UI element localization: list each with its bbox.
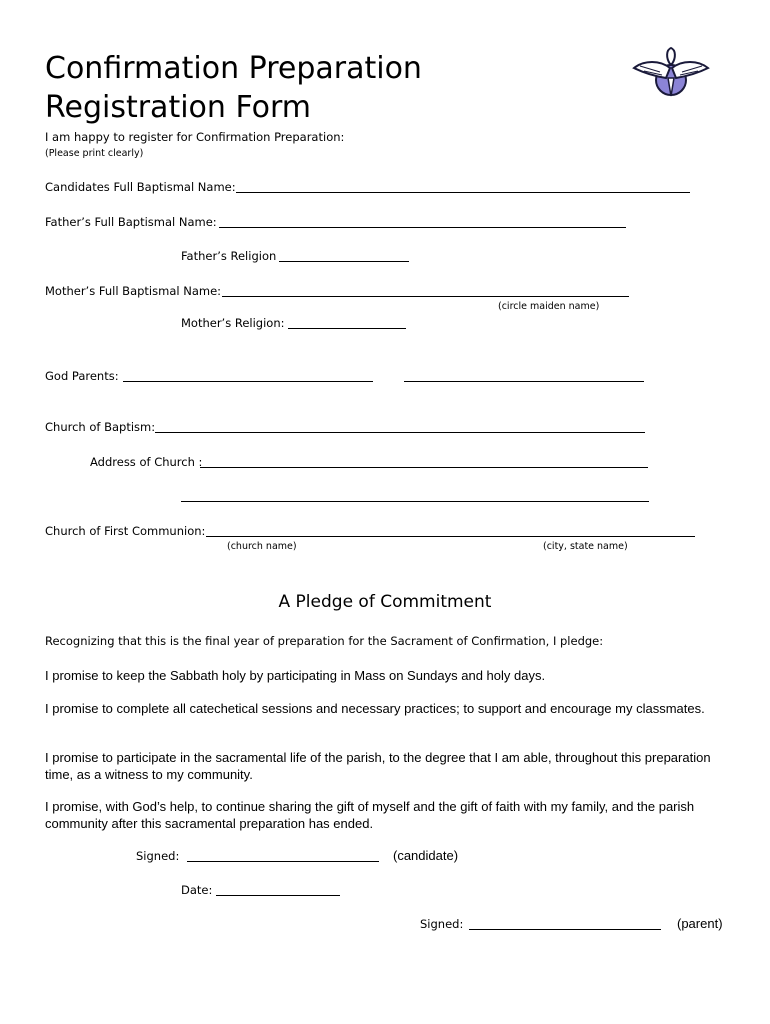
pledge-paragraph-1: I promise to keep the Sabbath holy by participating in Mass on Sundays and holy days. [45,668,546,683]
pledge-paragraph-4: I promise, with God’s help, to continue sharing the gift of myself and the gift of faith with my family, and the parish community after this sacramental preparation has ended. [45,799,695,831]
pledge-intro: Recognizing that this is the final year of preparation for the Sacrament of Confirmation, I pledge: [45,634,604,648]
first-communion-field[interactable] [206,536,695,537]
candidate-name-label: Candidates Full Baptismal Name: [45,180,236,194]
date-label: Date: [181,883,213,897]
church-of-baptism-label: Church of Baptism: [45,420,156,434]
dove-logo [630,38,712,104]
church-name-hint: (church name) [227,541,297,552]
city-state-hint: (city, state name) [543,541,628,552]
date-field[interactable] [216,895,340,896]
parent-signature-field[interactable] [469,929,661,930]
address-of-church-field-1[interactable] [200,467,648,468]
print-clearly-note: (Please print clearly) [45,148,144,159]
mother-name-label: Mother’s Full Baptismal Name: [45,284,222,298]
godparent-2-field[interactable] [404,381,644,382]
pledge-heading: A Pledge of Commitment [278,592,492,612]
father-name-label: Father’s Full Baptismal Name: [45,215,217,229]
parent-suffix: (parent) [677,916,723,931]
godparents-label: God Parents: [45,369,119,383]
father-religion-label: Father’s Religion [181,249,277,263]
intro-text: I am happy to register for Confirmation Preparation: [45,130,345,144]
church-of-baptism-field[interactable] [155,432,645,433]
father-name-field[interactable] [219,227,626,228]
maiden-name-hint: (circle maiden name) [498,301,600,312]
dove-icon [630,38,712,104]
candidate-name-field[interactable] [236,192,690,193]
mother-religion-field[interactable] [288,328,406,329]
candidate-suffix: (candidate) [393,848,459,863]
page-title-line-1: Confirmation Preparation [45,51,422,86]
address-of-church-field-2[interactable] [181,501,649,502]
candidate-signed-label: Signed: [136,849,180,863]
mother-name-field[interactable] [222,296,629,297]
father-religion-field[interactable] [279,261,409,262]
parent-signed-label: Signed: [420,917,464,931]
candidate-signature-field[interactable] [187,861,379,862]
pledge-paragraph-3: I promise to participate in the sacramental life of the parish, to the degree that I am able, throughout this preparation time, as a witness to my community. [45,750,711,782]
mother-religion-label: Mother’s Religion: [181,316,285,330]
pledge-paragraph-2: I promise to complete all catechetical sessions and necessary practices; to support and encourage my classmates. [45,701,705,716]
first-communion-label: Church of First Communion: [45,524,206,538]
address-of-church-label: Address of Church : [90,455,203,469]
godparent-1-field[interactable] [123,381,373,382]
page-title-line-2: Registration Form [45,90,312,125]
